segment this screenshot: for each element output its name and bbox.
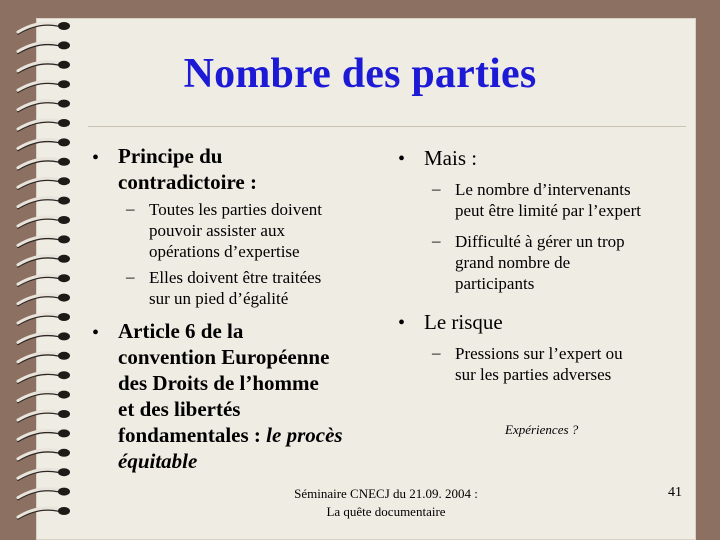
right-sub-1 xyxy=(455,179,641,221)
left-bullet-2-line-6: équitable xyxy=(118,449,198,473)
spiral-ring xyxy=(18,468,70,480)
spiral-ring xyxy=(18,352,70,364)
right-sub-3 xyxy=(455,343,623,385)
dash-glyph: – xyxy=(432,231,441,250)
dash-glyph: – xyxy=(126,267,135,286)
spiral-ring xyxy=(18,294,70,306)
dash-glyph: – xyxy=(432,343,441,362)
spiral-ring xyxy=(18,138,70,150)
left-sub-1-line-1: Toutes les parties doivent xyxy=(149,200,323,219)
right-bullet-2: Le risque xyxy=(424,310,503,334)
spiral-ring xyxy=(18,507,70,519)
left-sub-2-line-1: Elles doivent être traitées xyxy=(149,268,322,287)
footer xyxy=(276,485,496,521)
bullet-glyph: • xyxy=(92,322,100,344)
left-bullet-2-line-1: Article 6 de la xyxy=(118,319,244,343)
footer-line-1: Séminaire CNECJ du 21.09. 2004 : xyxy=(294,486,478,501)
spiral-ring xyxy=(18,391,70,403)
left-bullet-2-tail-italic: le procès xyxy=(266,423,343,447)
left-sub-1-line-3: opérations d’expertise xyxy=(149,242,300,261)
left-bullet-2-line-4: et des libertés xyxy=(118,397,241,421)
right-sub-2 xyxy=(455,231,625,294)
dash-glyph: – xyxy=(432,179,441,198)
right-sub-1-line-2: peut être limité par l’expert xyxy=(455,201,641,220)
left-sub-2 xyxy=(149,267,321,309)
spiral-ring xyxy=(18,100,70,112)
left-bullet-1 xyxy=(118,143,257,195)
right-sub-2-line-3: participants xyxy=(455,274,535,293)
left-bullet-2-line-2: convention Européenne xyxy=(118,345,330,369)
left-bullet-2-line-3: des Droits de l’homme xyxy=(118,371,319,395)
bullet-glyph: • xyxy=(398,148,406,170)
right-sub-2-line-1: Difficulté à gérer un trop xyxy=(455,232,625,251)
left-bullet-1-line-1: Principe du xyxy=(118,144,223,168)
left-sub-1-line-2: pouvoir assister aux xyxy=(149,221,285,240)
spiral-ring xyxy=(18,429,70,441)
bullet-glyph: • xyxy=(92,147,100,169)
left-sub-1 xyxy=(149,199,322,262)
footer-line-2: La quête documentaire xyxy=(326,504,446,519)
left-sub-2-line-2: sur un pied d’égalité xyxy=(149,289,289,308)
spiral-ring xyxy=(18,119,70,131)
spiral-ring xyxy=(18,410,70,422)
spiral-ring xyxy=(18,22,70,34)
spiral-ring xyxy=(18,332,70,344)
spiral-ring xyxy=(18,313,70,325)
left-bullet-2-line-5 xyxy=(118,422,343,448)
right-sub-3-line-2: sur les parties adverses xyxy=(455,365,612,384)
dash-glyph: – xyxy=(126,199,135,218)
right-bullet-1: Mais : xyxy=(424,146,478,170)
spiral-ring xyxy=(18,255,70,267)
spiral-ring xyxy=(18,216,70,228)
right-sub-2-line-2: grand nombre de xyxy=(455,253,571,272)
spiral-ring xyxy=(18,197,70,209)
title-divider xyxy=(88,126,686,127)
spiral-ring xyxy=(18,449,70,461)
spiral-ring xyxy=(18,235,70,247)
left-bullet-2 xyxy=(118,318,343,474)
right-sub-3-line-1: Pressions sur l’expert ou xyxy=(455,344,623,363)
spiral-ring xyxy=(18,371,70,383)
slide-title: Nombre des parties xyxy=(183,51,537,97)
spiral-ring xyxy=(18,158,70,170)
left-bullet-2-tail: fondamentales : xyxy=(118,423,267,447)
page-number: 41 xyxy=(668,485,682,500)
bullet-glyph: • xyxy=(398,312,406,334)
right-sub-1-line-1: Le nombre d’intervenants xyxy=(455,180,631,199)
spiral-ring xyxy=(18,177,70,189)
left-bullet-1-line-2: contradictoire : xyxy=(118,170,257,194)
spiral-ring xyxy=(18,488,70,500)
experiences-note: Expériences ? xyxy=(505,422,579,437)
spiral-ring xyxy=(18,274,70,286)
